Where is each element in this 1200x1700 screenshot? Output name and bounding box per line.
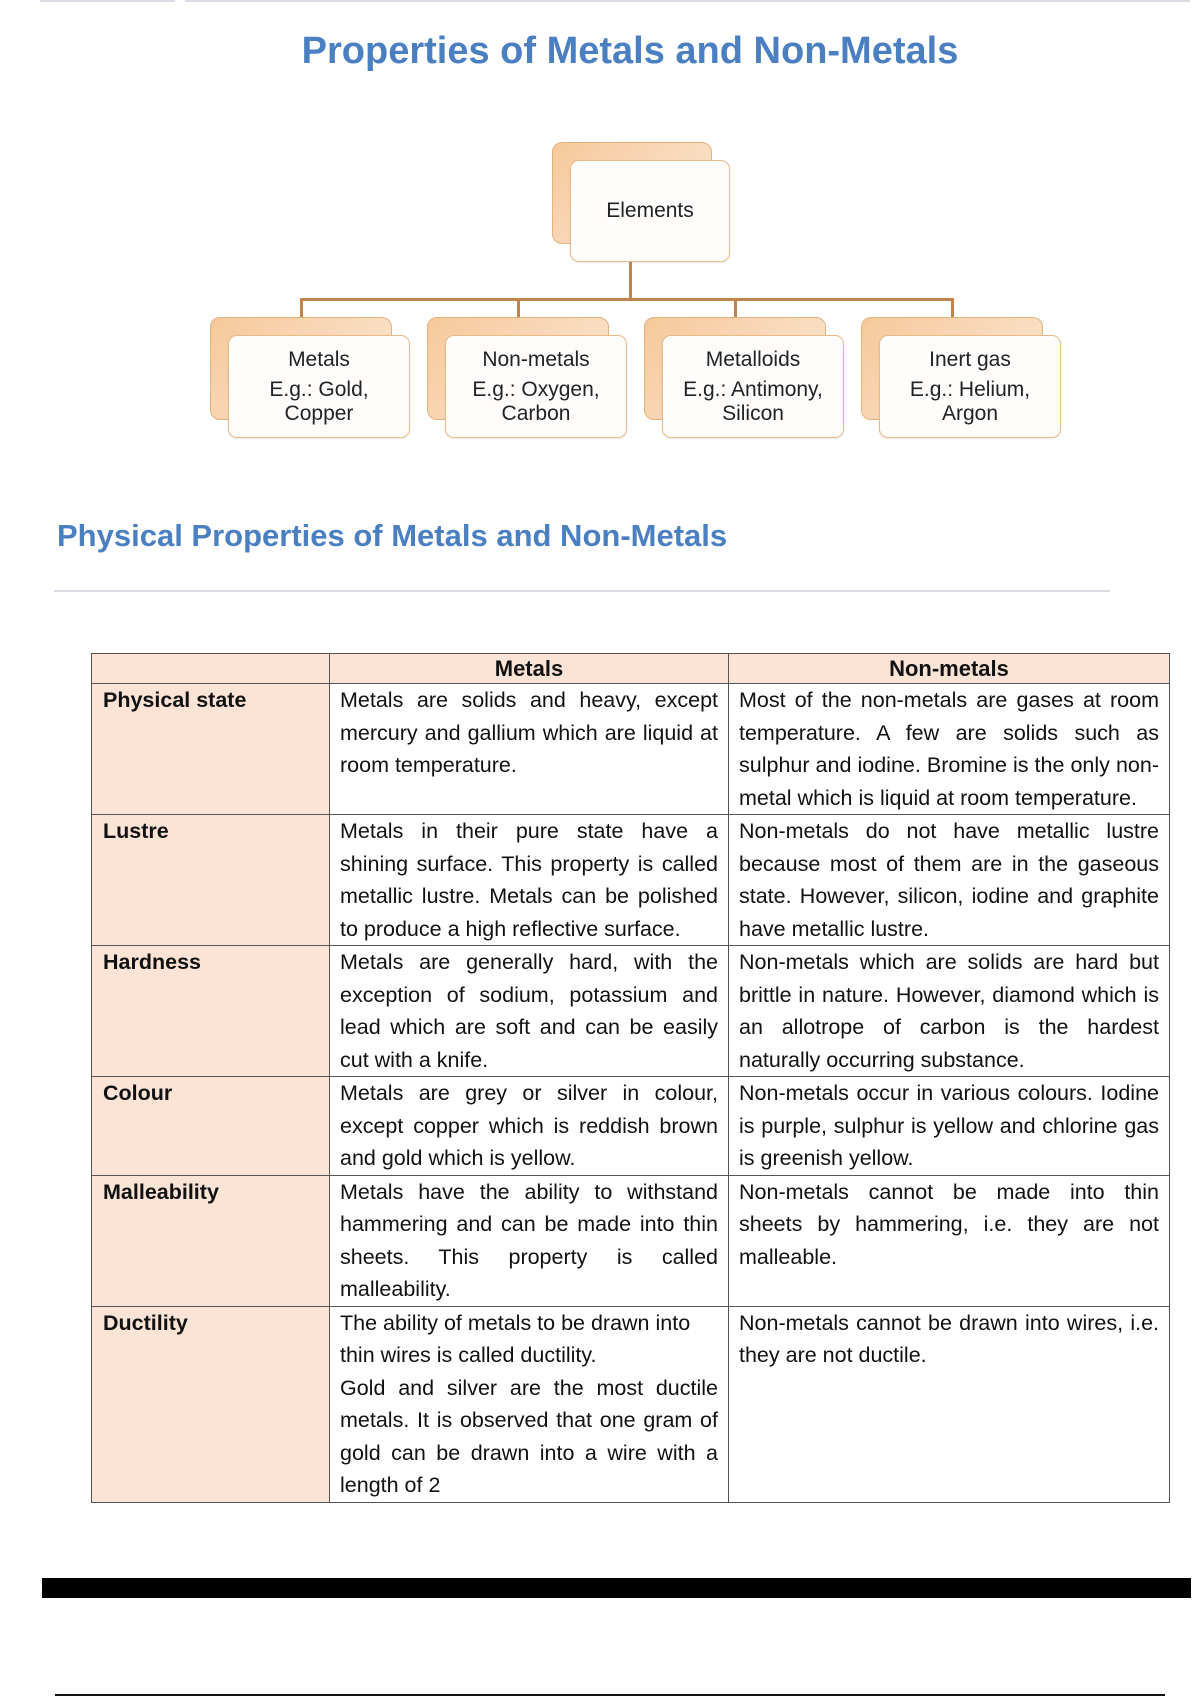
metals-cell-part-2: Gold and silver are the most ductile metals. It is observed that one gram of gold can be drawn into a wire with a length of 2 bbox=[340, 1375, 718, 1497]
top-rule-left bbox=[40, 0, 175, 2]
metals-cell bbox=[330, 1306, 729, 1502]
bottom-black-bar bbox=[42, 1578, 1191, 1598]
property-cell: Physical state bbox=[92, 684, 330, 815]
header-metals: Metals bbox=[330, 654, 729, 684]
property-cell: Lustre bbox=[92, 815, 330, 946]
table-row bbox=[92, 946, 1170, 1077]
node-nonmetals-box bbox=[445, 335, 627, 438]
node-metals-label: Metals bbox=[288, 347, 350, 371]
property-cell: Ductility bbox=[92, 1306, 330, 1502]
metals-cell: Metals are grey or silver in colour, except copper which is reddish brown and gold which is yellow. bbox=[330, 1077, 729, 1176]
properties-table bbox=[91, 653, 1170, 1503]
bottom-rule bbox=[55, 1694, 1165, 1696]
table-row bbox=[92, 1306, 1170, 1502]
nonmetals-cell: Non-metals cannot be drawn into wires, i.e. they are not ductile. bbox=[729, 1306, 1170, 1502]
node-inert-gas bbox=[861, 317, 1061, 438]
nonmetals-cell: Non-metals do not have metallic lustre because most of them are in the gaseous state. However, silicon, iodine and graphite have metallic lustre. bbox=[729, 815, 1170, 946]
node-inert-gas-box bbox=[879, 335, 1061, 438]
nonmetals-cell: Non-metals occur in various colours. Iodine is purple, sulphur is yellow and chlorine gas is greenish yellow. bbox=[729, 1077, 1170, 1176]
connector-root-down bbox=[629, 262, 632, 299]
node-metalloids-example: E.g.: Antimony, bbox=[683, 377, 823, 401]
node-metalloids-box bbox=[662, 335, 844, 438]
connector-inert-gas bbox=[951, 298, 954, 318]
metals-cell-part-1: The ability of metals to be drawn into thin wires is called ductility. bbox=[340, 1310, 691, 1367]
header-nonmetals: Non-metals bbox=[729, 654, 1170, 684]
table-row bbox=[92, 815, 1170, 946]
metals-cell: Metals are solids and heavy, except mercury and gallium which are liquid at room temperature. bbox=[330, 684, 729, 815]
node-inert-gas-example-2: Argon bbox=[941, 401, 999, 425]
property-cell: Hardness bbox=[92, 946, 330, 1077]
nonmetals-cell: Most of the non-metals are gases at room temperature. A few are solids such as sulphur and iodine. Bromine is the only non-metal which is liquid at room temperature. bbox=[729, 684, 1170, 815]
root-node-box bbox=[570, 160, 730, 262]
node-inert-gas-label: Inert gas bbox=[929, 347, 1011, 371]
node-metalloids-example-2: Silicon bbox=[722, 401, 784, 425]
root-node bbox=[552, 142, 730, 262]
connector-nonmetals bbox=[517, 298, 520, 318]
nonmetals-cell: Non-metals which are solids are hard but brittle in nature. However, diamond which is an allotrope of carbon is the hardest naturally occurring substance. bbox=[729, 946, 1170, 1077]
node-metals-example: E.g.: Gold, bbox=[269, 377, 369, 401]
node-metals bbox=[210, 317, 410, 438]
connector-metals bbox=[300, 298, 303, 318]
header-property bbox=[92, 654, 330, 684]
top-rule-right bbox=[185, 0, 1190, 2]
root-node-label: Elements bbox=[606, 199, 694, 222]
nonmetals-cell: Non-metals cannot be made into thin sheets by hammering, i.e. they are not malleable. bbox=[729, 1175, 1170, 1306]
node-nonmetals-example: E.g.: Oxygen, bbox=[472, 377, 600, 401]
table-header-row bbox=[92, 654, 1170, 684]
node-nonmetals-example-2: Carbon bbox=[501, 401, 571, 425]
table-row bbox=[92, 1077, 1170, 1176]
table-row bbox=[92, 684, 1170, 815]
node-metalloids-label: Metalloids bbox=[705, 347, 801, 371]
section-subtitle: Physical Properties of Metals and Non-Metals bbox=[57, 518, 728, 553]
section-rule bbox=[54, 590, 1110, 592]
node-nonmetals-label: Non-metals bbox=[482, 347, 590, 371]
node-metalloids bbox=[644, 317, 844, 438]
table-row bbox=[92, 1175, 1170, 1306]
node-inert-gas-example: E.g.: Helium, bbox=[909, 377, 1031, 401]
node-metals-example-2: Copper bbox=[284, 401, 354, 425]
node-metals-box bbox=[228, 335, 410, 438]
metals-cell: Metals have the ability to withstand hammering and can be made into thin sheets. This property is called malleability. bbox=[330, 1175, 729, 1306]
page-title: Properties of Metals and Non-Metals bbox=[301, 30, 959, 72]
property-cell: Malleability bbox=[92, 1175, 330, 1306]
connector-horizontal bbox=[300, 298, 954, 301]
node-nonmetals bbox=[427, 317, 627, 438]
property-cell: Colour bbox=[92, 1077, 330, 1176]
metals-cell: Metals are generally hard, with the exception of sodium, potassium and lead which are soft and can be easily cut with a knife. bbox=[330, 946, 729, 1077]
metals-cell: Metals in their pure state have a shining surface. This property is called metallic lustre. Metals can be polished to produce a high reflective surface. bbox=[330, 815, 729, 946]
connector-metalloids bbox=[734, 298, 737, 318]
